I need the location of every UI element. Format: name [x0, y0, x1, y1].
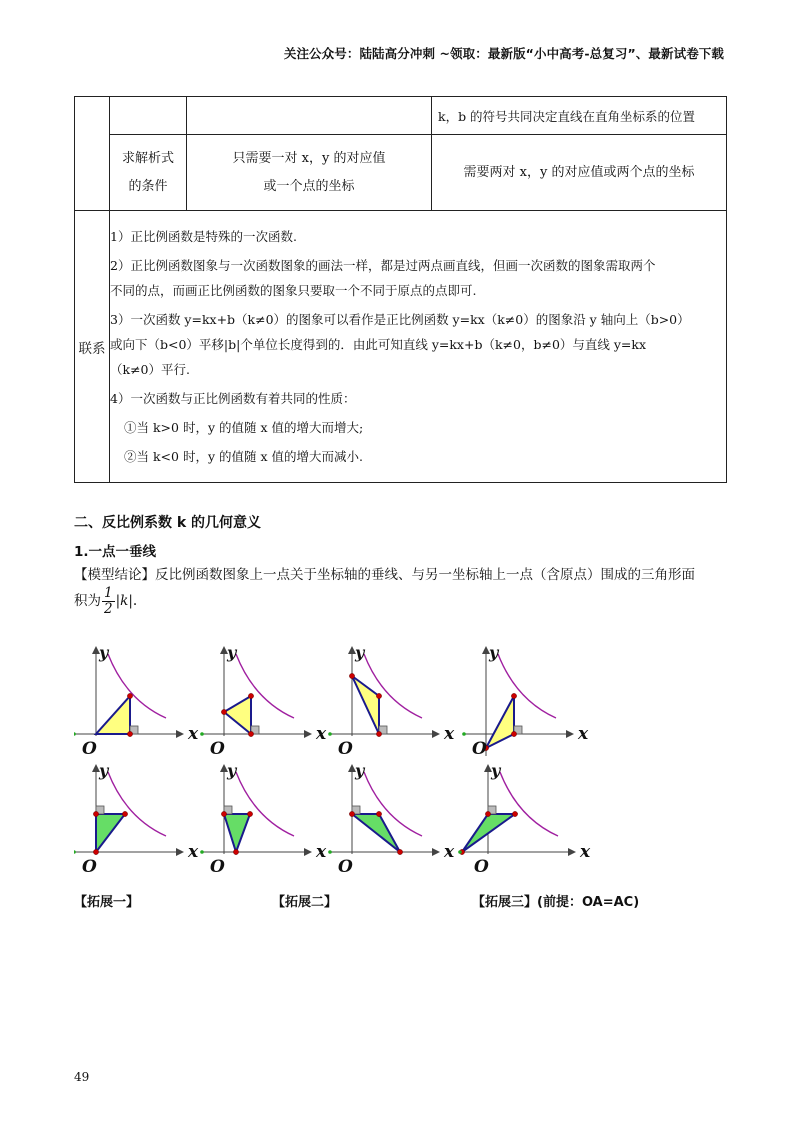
point-dot — [376, 731, 381, 736]
x-axis-label: x — [316, 724, 327, 744]
frac-den: 2 — [104, 601, 113, 617]
axis-end-dot — [328, 732, 332, 736]
figure-6 — [200, 764, 312, 856]
x-axis-label: x — [188, 724, 199, 744]
triangle-area — [486, 696, 514, 748]
origin-label: O — [82, 857, 97, 877]
label-line: 求解析式 — [121, 150, 174, 166]
model-conclusion — [74, 564, 734, 617]
origin-label: O — [474, 857, 489, 877]
point-dot — [122, 811, 127, 816]
x-axis-arrow — [176, 848, 184, 856]
x-axis-arrow — [304, 848, 312, 856]
x-axis-arrow — [566, 730, 574, 738]
x-axis-label: x — [188, 842, 199, 862]
point-dot — [485, 811, 490, 816]
figure-1 — [74, 646, 184, 738]
point-dot — [221, 709, 226, 714]
axis-end-dot — [200, 850, 204, 854]
axis-end-dot — [458, 850, 462, 854]
origin-label: O — [82, 739, 97, 759]
text-line: 或一个点的坐标 — [263, 178, 355, 194]
table-row-lianxi — [75, 211, 727, 483]
point-dot — [221, 811, 226, 816]
triangle-area — [96, 814, 125, 852]
page-header: 关注公众号：陆陆高分冲刺 ~领取：最新版“小中高考-总复习”、最新试卷下载 — [283, 46, 724, 61]
triangle-area — [352, 814, 400, 852]
lianxi-p4a: ①当 k>0 时，y 的值随 x 值的增大而增大; — [124, 420, 364, 435]
lianxi-p2a: 2）正比例函数图象与一次函数图象的画法一样，都是过两点画直线，但画一次函数的图象需取两个 — [110, 258, 656, 273]
y-axis-label: y — [99, 643, 109, 662]
table-cell-proportional-condition — [187, 135, 432, 211]
lianxi-p3b: 或向下（b<0）平移|b|个单位长度得到的．由此可知直线 y=kx+b（k≠0，b≠0）与直线 y=kx — [110, 337, 647, 352]
comparison-table — [74, 96, 727, 483]
fraction-one-half — [102, 586, 115, 617]
y-axis-label: y — [355, 761, 365, 780]
y-axis-label: y — [227, 761, 237, 780]
y-axis-label: y — [491, 761, 501, 780]
y-axis-label: y — [99, 761, 109, 780]
point-dot — [511, 731, 516, 736]
text-line: 只需要一对 x，y 的对应值 — [232, 150, 386, 166]
model-figures — [74, 636, 634, 881]
triangle-area — [96, 696, 130, 734]
lianxi-p4: 4）一次函数与正比例函数有着共同的性质： — [110, 391, 356, 406]
point-dot — [127, 693, 132, 698]
axis-end-dot — [462, 732, 466, 736]
x-axis-arrow — [432, 730, 440, 738]
x-axis-arrow — [304, 730, 312, 738]
point-dot — [349, 673, 354, 678]
axis-end-dot — [200, 732, 204, 736]
figure-5 — [74, 764, 184, 856]
x-axis-arrow — [176, 730, 184, 738]
abs-k: |k| — [115, 593, 133, 609]
axis-end-dot — [74, 732, 76, 736]
x-axis-label: x — [580, 842, 591, 862]
lianxi-p4b: ②当 k<0 时，y 的值随 x 值的增大而减小. — [124, 449, 363, 464]
caption-ext-1: 【拓展一】 — [74, 895, 140, 910]
figure-3 — [328, 646, 440, 738]
point-dot — [248, 693, 253, 698]
axis-end-dot — [74, 850, 76, 854]
table-row — [75, 135, 727, 211]
frac-num: 1 — [104, 585, 113, 601]
y-axis-label: y — [355, 643, 365, 662]
row-group-label-cell — [75, 97, 110, 211]
label-line: 的条件 — [128, 178, 168, 194]
x-axis-label: x — [444, 842, 455, 862]
y-axis-label: y — [489, 643, 499, 662]
origin-label: O — [338, 739, 353, 759]
table-cell-linear-sign: k，b 的符号共同决定直线在直角坐标系的位置 — [432, 97, 727, 135]
lianxi-label: 联系 — [75, 211, 110, 483]
hyperbola-curve — [108, 654, 166, 718]
section-subtitle: 1.一点一垂线 — [74, 544, 157, 560]
table-row — [75, 97, 727, 135]
figure-7 — [328, 764, 440, 856]
x-axis-arrow — [568, 848, 576, 856]
lianxi-p1: 1）正比例函数是特殊的一次函数. — [110, 229, 297, 244]
point-dot — [233, 849, 238, 854]
point-dot — [127, 731, 132, 736]
x-axis-arrow — [432, 848, 440, 856]
axis-end-dot — [328, 850, 332, 854]
page-number: 49 — [74, 1070, 90, 1084]
period: . — [132, 593, 138, 609]
conclusion-line-a: 【模型结论】反比例函数图象上一点关于坐标轴的垂线、与另一坐标轴上一点（含原点）围成的三角形面 — [74, 567, 695, 583]
lianxi-p3c: （k≠0）平行. — [110, 362, 190, 377]
origin-label: O — [338, 857, 353, 877]
lianxi-content — [110, 211, 727, 483]
section-title: 二、反比例系数 k 的几何意义 — [74, 515, 262, 531]
table-cell — [110, 97, 187, 135]
caption-ext-2: 【拓展二】 — [272, 895, 338, 910]
point-dot — [376, 811, 381, 816]
lianxi-p2b: 不同的点，而画正比例函数的图象只要取一个不同于原点的点即可. — [110, 283, 477, 298]
x-axis-label: x — [444, 724, 455, 744]
point-dot — [376, 693, 381, 698]
figure-8 — [458, 764, 576, 856]
table-cell — [187, 97, 432, 135]
point-dot — [349, 811, 354, 816]
x-axis-label: x — [316, 842, 327, 862]
x-axis-label: x — [578, 724, 589, 744]
point-dot — [397, 849, 402, 854]
caption-ext-3: 【拓展三】(前提：OA=AC) — [472, 895, 640, 910]
triangle-area — [224, 696, 251, 734]
hyperbola-curve — [500, 772, 558, 836]
figure-2 — [200, 646, 312, 738]
lianxi-p3a: 3）一次函数 y=kx+b（k≠0）的图象可以看作是正比例函数 y=kx（k≠0）的图象沿 y 轴向上（b>0） — [110, 312, 690, 327]
point-dot — [247, 811, 252, 816]
origin-label: O — [472, 739, 487, 759]
triangle-area — [352, 676, 379, 734]
conclusion-line-b: 积为 — [74, 593, 101, 609]
point-dot — [93, 811, 98, 816]
point-dot — [512, 811, 517, 816]
y-axis-label: y — [227, 643, 237, 662]
point-dot — [511, 693, 516, 698]
origin-label: O — [210, 857, 225, 877]
triangle-area — [224, 814, 250, 852]
table-cell-condition-label — [110, 135, 187, 211]
point-dot — [93, 849, 98, 854]
table-cell-linear-condition: 需要两对 x，y 的对应值或两个点的坐标 — [432, 135, 727, 211]
origin-label: O — [210, 739, 225, 759]
point-dot — [248, 731, 253, 736]
